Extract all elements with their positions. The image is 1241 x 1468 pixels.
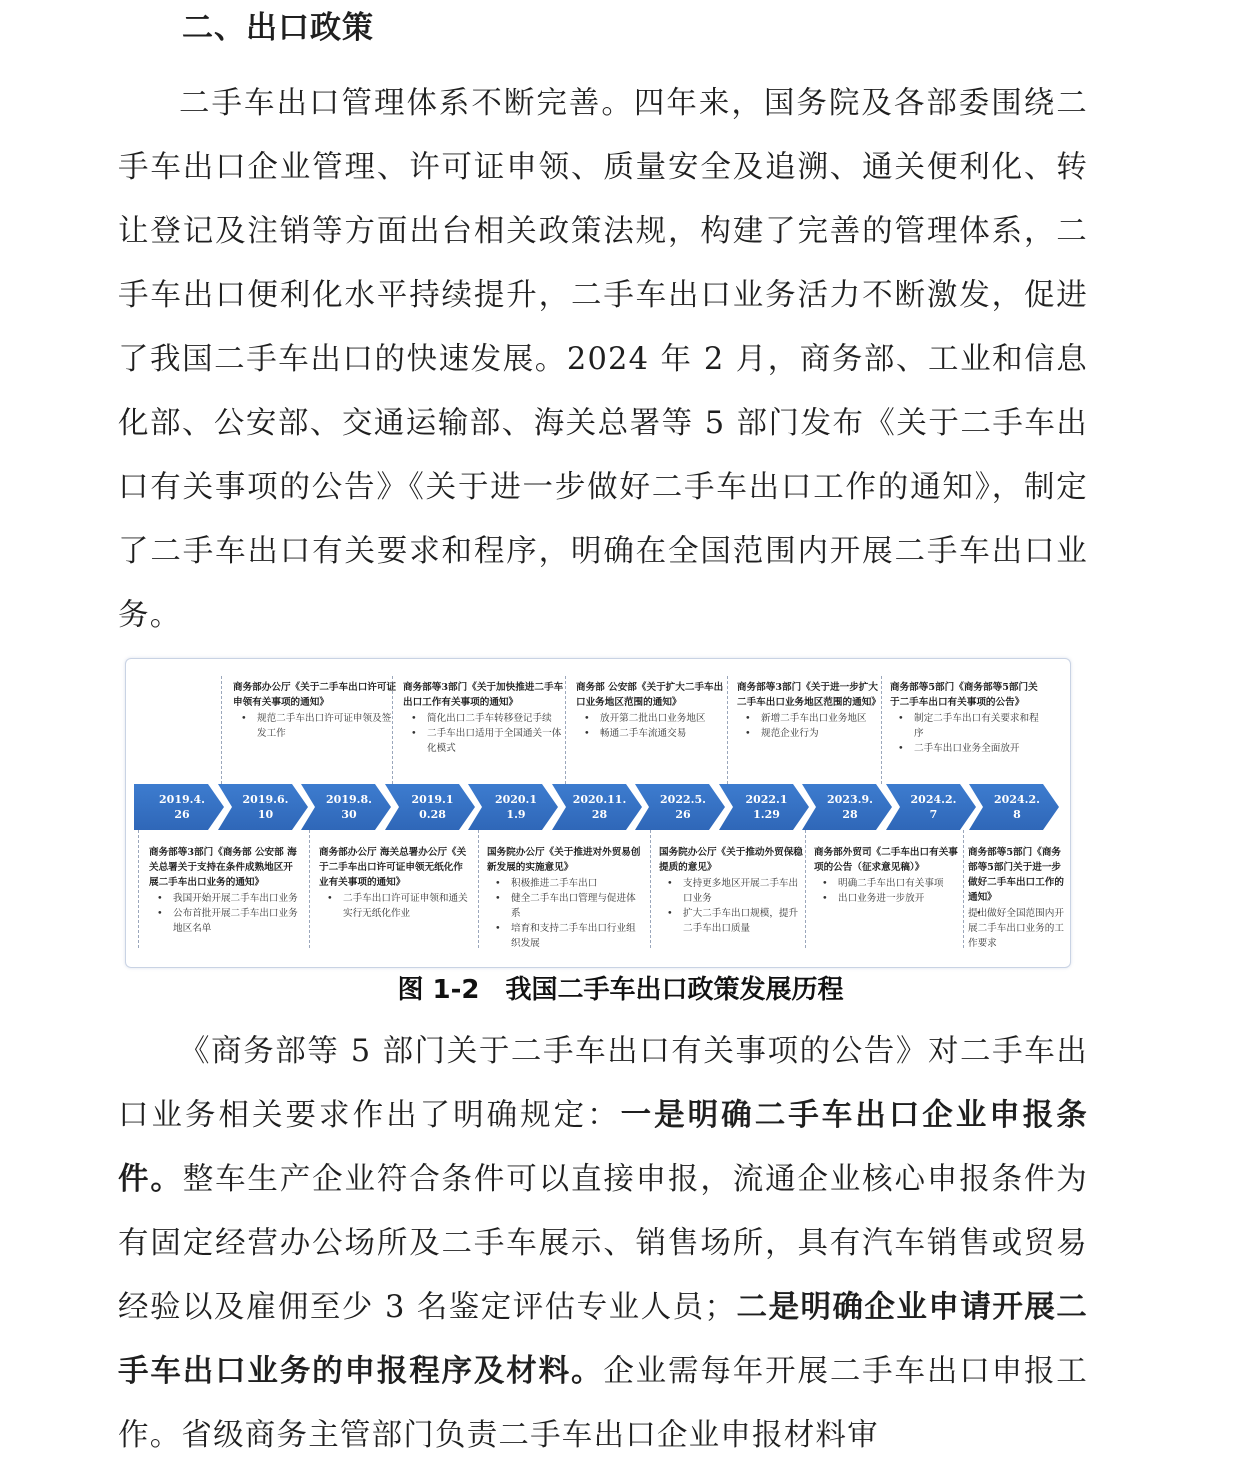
policy-card-2022-5-26 bbox=[659, 845, 804, 936]
policy-card-item: • 二手车出口许可证申领和通关实行无纸化作业 bbox=[319, 891, 471, 921]
section-heading: 二、出口政策 bbox=[182, 10, 374, 46]
timeline-connector bbox=[805, 830, 806, 948]
timeline-date-line: 2019.8. bbox=[326, 793, 372, 806]
body-text: 《商务部等 5 部门关于二手车出口有关事项的公告》对二手车出口业务相关要求作出了明确规定： bbox=[118, 1034, 1088, 1133]
body-bold-text: 一是明确二手车出口企业申报条件。 bbox=[118, 1098, 1088, 1197]
policy-card-2020-1-9 bbox=[487, 845, 645, 951]
timeline-date-line: 8 bbox=[1013, 808, 1021, 821]
policy-card-item: • 我国开始开展二手车出口业务 bbox=[149, 891, 299, 906]
policy-card-2024-2-8 bbox=[968, 845, 1066, 951]
timeline-date-line: 2020.11. bbox=[572, 793, 627, 806]
policy-card-2019-10-28 bbox=[403, 680, 568, 756]
timeline-date-chevron bbox=[385, 784, 475, 830]
policy-card-item: • 规范企业行为 bbox=[737, 726, 882, 741]
policy-card-title: 商务部等3部门《关于进一步扩大二手车出口业务地区范围的通知》 bbox=[737, 682, 881, 708]
policy-card-item: • 放开第二批出口业务地区 bbox=[576, 711, 726, 726]
timeline-date-line: 26 bbox=[675, 808, 691, 821]
timeline-date-chevron bbox=[552, 784, 642, 830]
timeline-date-line: 1.9 bbox=[506, 808, 526, 821]
figure-caption: 图 1-2 我国二手车出口政策发展历程 bbox=[397, 975, 844, 1005]
timeline-date-chevron bbox=[301, 784, 391, 830]
timeline-date-chevron bbox=[218, 784, 308, 830]
policy-card-title: 商务部外贸司《二手车出口有关事项的公告（征求意见稿）》 bbox=[814, 847, 958, 873]
policy-card-item: • 新增二手车出口业务地区 bbox=[737, 711, 882, 726]
policy-card-title: 国务院办公厅《关于推动外贸保稳提质的意见》 bbox=[659, 847, 803, 873]
policy-card-item: • 支持更多地区开展二手车出口业务 bbox=[659, 876, 804, 906]
timeline-date-line: 0.28 bbox=[419, 808, 446, 821]
policy-card-title: 商务部等3部门《商务部 公安部 海关总署关于支持在条件成熟地区开展二手车出口业务的通知》 bbox=[149, 847, 297, 888]
timeline-date-line: 2022.1 bbox=[745, 793, 788, 806]
timeline-date-line: 2020.1 bbox=[494, 793, 538, 806]
body-text: 企业需每年开展二手车出口申报工作。省级商务主管部门负责二手车出口企业申报材料审 bbox=[118, 1354, 1088, 1453]
policy-card-item: • 扩大二手车出口规模，提升二手车出口质量 bbox=[659, 906, 804, 936]
body-text: 整车生产企业符合条件可以直接申报，流通企业核心申报条件为有固定经营办公场所及二手车展示、销售场所，具有汽车销售或贸易经验以及雇佣至少 3 名鉴定评估专业人员； bbox=[118, 1162, 1088, 1325]
body-paragraph bbox=[118, 1020, 1088, 1468]
policy-card-item: • 制定二手车出口有关要求和程序 bbox=[890, 711, 1040, 741]
intro-paragraph: 二手车出口管理体系不断完善。四年来，国务院及各部委围绕二手车出口企业管理、许可证申领、质量安全及追溯、通关便利化、转让登记及注销等方面出台相关政策法规，构建了完善的管理体系，二手车出口便利化水平持续提升，二手车出口业务活力不断激发，促进了我国二手车出口的快速发展。2024 年 2 月，商务部、工业和信息化部、公安部、交通运输部、海关总署等 5 部门发布《关于二手车出口有关事项的公告》《关于进一步做好二手车出口工作的通知》，制定了二手车出口有关要求和程序，明确在全国范围内开展二手车出口业务。 bbox=[118, 86, 1088, 633]
timeline-date-chevron bbox=[886, 784, 976, 830]
policy-card-2019-4-26 bbox=[149, 845, 299, 936]
policy-card-item: • 二手车出口适用于全国通关一体化模式 bbox=[403, 726, 568, 756]
timeline-connector bbox=[727, 676, 728, 784]
timeline-connector bbox=[963, 830, 964, 948]
policy-card-title: 国务院办公厅《关于推进对外贸易创新发展的实施意见》 bbox=[487, 847, 641, 873]
policy-card-item: • 简化出口二手车转移登记手续 bbox=[403, 711, 568, 726]
policy-card-item: • 公布首批开展二手车出口业务地区名单 bbox=[149, 906, 299, 936]
timeline-date-line: 2023.9. bbox=[827, 793, 873, 806]
policy-card-2020-11-28 bbox=[576, 680, 726, 741]
timeline-date-line: 10 bbox=[257, 808, 274, 821]
timeline-date-line: 26 bbox=[174, 808, 190, 821]
timeline-date-chevron bbox=[134, 784, 224, 830]
policy-card-2024-2-7 bbox=[890, 680, 1040, 756]
policy-card-title: 商务部等5部门《商务部等5部门关于二手车出口有关事项的公告》 bbox=[890, 682, 1038, 708]
policy-card-2019-6-10 bbox=[233, 680, 398, 741]
timeline-connector bbox=[138, 830, 139, 948]
body-bold-text: 二是明确企业申请开展二手车出口业务的申报程序及材料。 bbox=[118, 1290, 1088, 1389]
policy-card-title: 商务部办公厅《关于二手车出口许可证申领有关事项的通知》 bbox=[233, 682, 397, 708]
timeline-date-line: 28 bbox=[842, 808, 858, 821]
policy-card-item: • 培育和支持二手车出口行业组织发展 bbox=[487, 921, 645, 951]
policy-card-title: 商务部等3部门《关于加快推进二手车出口工作有关事项的通知》 bbox=[403, 682, 564, 708]
policy-card-2019-8-30 bbox=[319, 845, 471, 921]
policy-card-item: • 出口业务进一步放开 bbox=[814, 891, 959, 906]
policy-card-item: • 明确二手车出口有关事项 bbox=[814, 876, 959, 891]
timeline-date-line: 2019.6. bbox=[242, 793, 289, 806]
timeline-connector bbox=[478, 830, 479, 948]
timeline-date-line: 2022.5. bbox=[660, 793, 706, 806]
timeline-connector bbox=[221, 676, 222, 784]
policy-card-item: • 二手车出口业务全面放开 bbox=[890, 741, 1040, 756]
timeline-date-chevron bbox=[719, 784, 809, 830]
policy-card-item: • 提出做好全国范围内开展二手车出口业务的工作要求 bbox=[968, 906, 1066, 951]
policy-card-item: • 畅通二手车流通交易 bbox=[576, 726, 726, 741]
timeline-date-line: 2024.2. bbox=[910, 793, 957, 806]
policy-card-item: • 积极推进二手车出口 bbox=[487, 876, 645, 891]
policy-card-item: • 健全二手车出口管理与促进体系 bbox=[487, 891, 645, 921]
policy-card-2023-9-28 bbox=[814, 845, 959, 906]
timeline-connector bbox=[650, 830, 651, 948]
timeline-date-line: 7 bbox=[929, 808, 938, 821]
policy-card-title: 商务部 公安部《关于扩大二手车出口业务地区范围的通知》 bbox=[576, 682, 724, 708]
timeline-date-chevron bbox=[468, 784, 558, 830]
policy-card-title: 商务部等5部门《商务部等5部门关于进一步做好二手车出口工作的通知》 bbox=[968, 847, 1064, 903]
timeline-date-chevron bbox=[969, 784, 1059, 830]
policy-card-title: 商务部办公厅 海关总署办公厅《关于二手车出口许可证申领无纸化作业有关事项的通知》 bbox=[319, 847, 467, 888]
timeline-date-line: 1.29 bbox=[753, 808, 780, 821]
timeline-date-line: 28 bbox=[591, 808, 608, 821]
timeline-date-chevron bbox=[635, 784, 725, 830]
timeline-date-chevron bbox=[802, 784, 892, 830]
policy-card-item: • 规范二手车出口许可证申领及签发工作 bbox=[233, 711, 398, 741]
timeline-connector bbox=[309, 830, 310, 948]
timeline-date-line: 2019.4. bbox=[159, 793, 205, 806]
timeline-date-line: 30 bbox=[341, 808, 357, 821]
timeline-date-line: 2019.1 bbox=[411, 793, 454, 806]
policy-card-2022-11-29 bbox=[737, 680, 882, 741]
timeline-date-line: 2024.2. bbox=[994, 793, 1040, 806]
